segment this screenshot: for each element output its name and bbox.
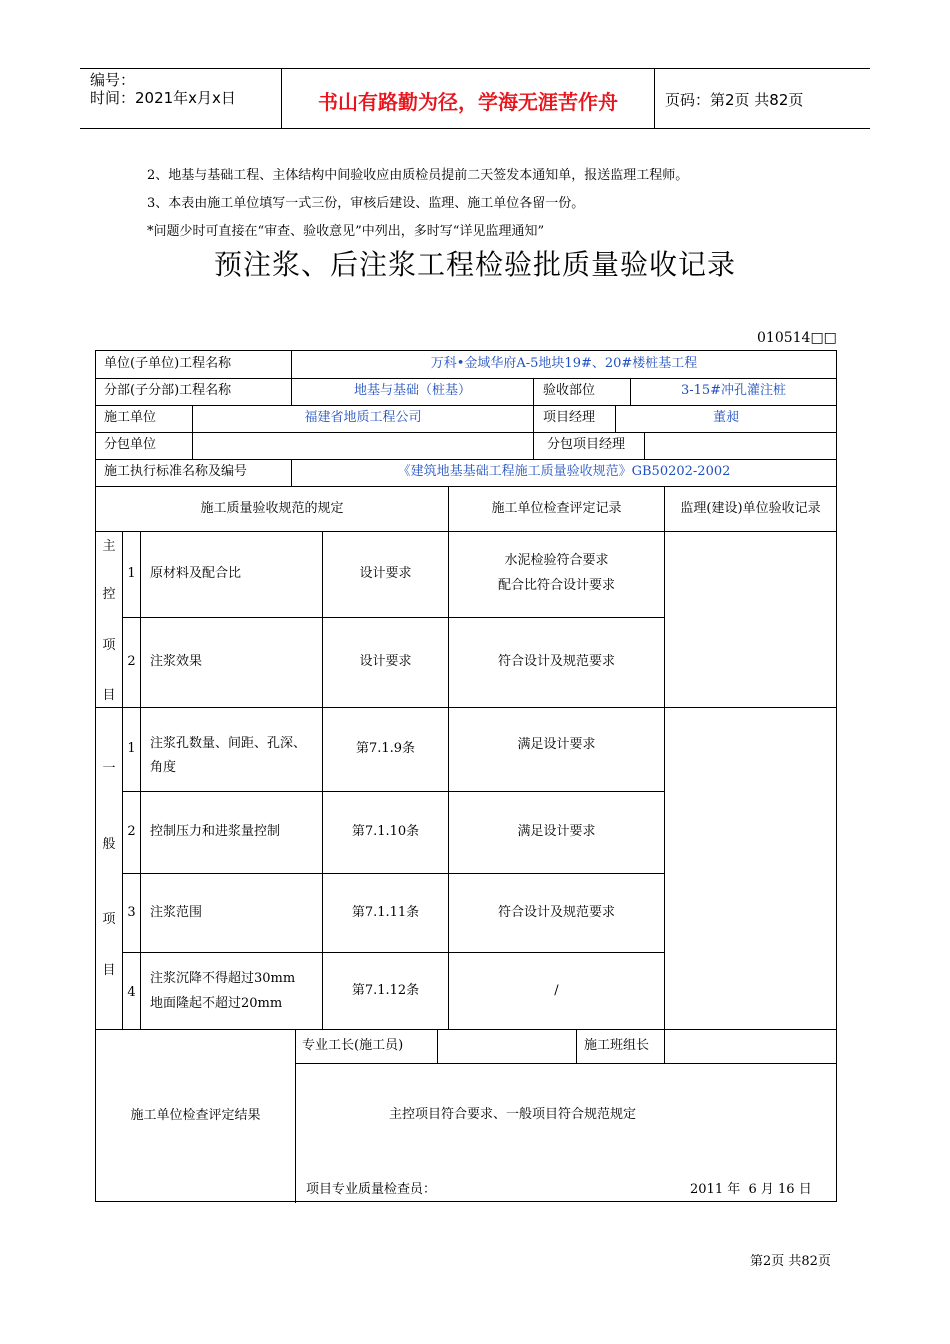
general-row-3-no: 3: [127, 905, 136, 920]
general-label-char: 目: [102, 963, 116, 978]
general-row-2-no: 2: [127, 824, 136, 839]
team-leader-label: 施工班组长: [584, 1038, 650, 1053]
rule: [96, 432, 836, 433]
column-header-contractor-record: 施工单位检查评定记录: [491, 501, 622, 516]
rule: [122, 617, 664, 618]
rule: [140, 531, 141, 1029]
contractor-label: 施工单位: [104, 410, 157, 425]
acceptance-part-value: 3-15#冲孔灌注桩: [680, 383, 787, 398]
main-row-1-record-line1: 水泥检验符合要求: [504, 553, 609, 568]
main-control-label-char: 项: [102, 638, 116, 653]
main-row-1-spec: 设计要求: [359, 566, 412, 581]
general-row-1-item-line1: 注浆孔数量、间距、孔深、: [150, 736, 307, 751]
general-row-4-spec: 第7.1.12条: [351, 983, 420, 998]
main-control-label-char: 主: [102, 539, 116, 554]
subdivision-name-value: 地基与基础（桩基）: [353, 383, 471, 398]
note-line-2: 2、地基与基础工程、主体结构中间验收应由质检员提前二天签发本通知单，报送监理工程师。: [147, 168, 689, 183]
note-line-star: *问题少时可直接在“审查、验收意见”中列出，多时写“详见监理通知”: [147, 224, 545, 239]
rule: [295, 1063, 836, 1064]
general-label-char: 般: [102, 837, 116, 852]
general-label-char: 项: [102, 912, 116, 927]
inspection-date: 2011 年 6 月 16 日: [690, 1182, 812, 1197]
header-motto: 书山有路勤为径，学海无涯苦作舟: [318, 90, 618, 114]
main-row-1-item: 原材料及配合比: [150, 566, 242, 581]
rule: [664, 1029, 665, 1063]
rule: [96, 531, 836, 532]
acceptance-record-table: [95, 350, 837, 1202]
result-conclusion: 主控项目符合要求、一般项目符合规范规定: [389, 1107, 637, 1122]
rule: [96, 1029, 836, 1030]
foreman-label: 专业工长(施工员): [302, 1038, 404, 1053]
general-row-4-item-line1: 注浆沉降不得超过30mm: [150, 971, 296, 986]
general-row-2-item: 控制压力和进浆量控制: [150, 824, 281, 839]
general-row-3-item: 注浆范围: [150, 905, 203, 920]
rule: [576, 1029, 577, 1063]
form-code: 010514□□: [757, 330, 837, 346]
main-control-label-char: 控: [102, 587, 116, 602]
header-time-label: 时间：2021年x月x日: [90, 89, 236, 107]
general-label-char: 一: [102, 761, 116, 776]
column-header-spec: 施工质量验收规范的规定: [200, 501, 344, 516]
result-section-label: 施工单位检查评定结果: [130, 1108, 261, 1123]
unit-name-value: 万科•金域华府A-5地块19#、20#楼桩基工程: [430, 356, 698, 371]
rule: [322, 531, 323, 1029]
acceptance-part-label: 验收部位: [543, 383, 596, 398]
general-row-1-no: 1: [127, 741, 136, 756]
standard-value: 《建筑地基基础工程施工质量验收规范》GB50202-2002: [397, 464, 731, 479]
main-row-1-record-line2: 配合比符合设计要求: [497, 578, 615, 593]
general-row-3-record: 符合设计及规范要求: [497, 905, 615, 920]
general-row-4-record: /: [554, 983, 559, 998]
rule: [664, 486, 665, 1029]
general-row-1-record: 满足设计要求: [517, 737, 596, 752]
rule: [122, 531, 123, 1029]
rule: [96, 707, 836, 708]
sub-project-manager-label: 分包项目经理: [547, 437, 626, 452]
rule: [96, 486, 836, 487]
main-row-2-item: 注浆效果: [150, 654, 203, 669]
rule: [533, 405, 534, 459]
rule: [644, 432, 645, 459]
main-row-2-spec: 设计要求: [359, 654, 412, 669]
rule: [122, 952, 664, 953]
rule: [122, 873, 664, 874]
general-row-1-item-line2: 角度: [150, 760, 177, 775]
main-row-2-no: 2: [127, 654, 136, 669]
project-manager-value: 董昶: [712, 410, 739, 425]
subdivision-name-label: 分部(子分部)工程名称: [104, 383, 232, 398]
column-header-supervisor-record: 监理(建设)单位验收记录: [680, 501, 821, 516]
footer-page-label: 第2页 共82页: [750, 1254, 831, 1269]
note-line-3: 3、本表由施工单位填写一式三份，审核后建设、监理、施工单位各留一份。: [147, 196, 585, 211]
project-manager-label: 项目经理: [543, 410, 596, 425]
main-row-1-no: 1: [127, 566, 136, 581]
header-bottom-rule: [80, 128, 870, 129]
main-control-label-char: 目: [102, 688, 116, 703]
unit-name-label: 单位(子单位)工程名称: [104, 356, 232, 371]
general-row-2-spec: 第7.1.10条: [351, 824, 420, 839]
header-divider-right: [654, 68, 655, 129]
subcontractor-label: 分包单位: [104, 437, 157, 452]
general-row-4-no: 4: [127, 985, 136, 1000]
rule: [122, 791, 664, 792]
standard-label: 施工执行标准名称及编号: [104, 464, 248, 479]
rule: [533, 378, 534, 405]
page-title: 预注浆、后注浆工程检验批质量验收记录: [213, 248, 736, 281]
contractor-value: 福建省地质工程公司: [304, 410, 422, 425]
rule: [437, 1029, 438, 1063]
header-top-rule: [80, 68, 870, 69]
general-row-3-spec: 第7.1.11条: [351, 905, 420, 920]
general-row-2-record: 满足设计要求: [517, 824, 596, 839]
main-row-2-record: 符合设计及规范要求: [497, 654, 615, 669]
header-number-label: 编号：: [90, 71, 136, 89]
general-row-1-spec: 第7.1.9条: [355, 741, 416, 756]
rule: [295, 1029, 296, 1203]
inspector-label: 项目专业质量检查员：: [306, 1182, 437, 1197]
header-page-label: 页码：第2页 共82页: [665, 91, 804, 109]
general-row-4-item-line2: 地面隆起不超过20mm: [150, 996, 283, 1011]
